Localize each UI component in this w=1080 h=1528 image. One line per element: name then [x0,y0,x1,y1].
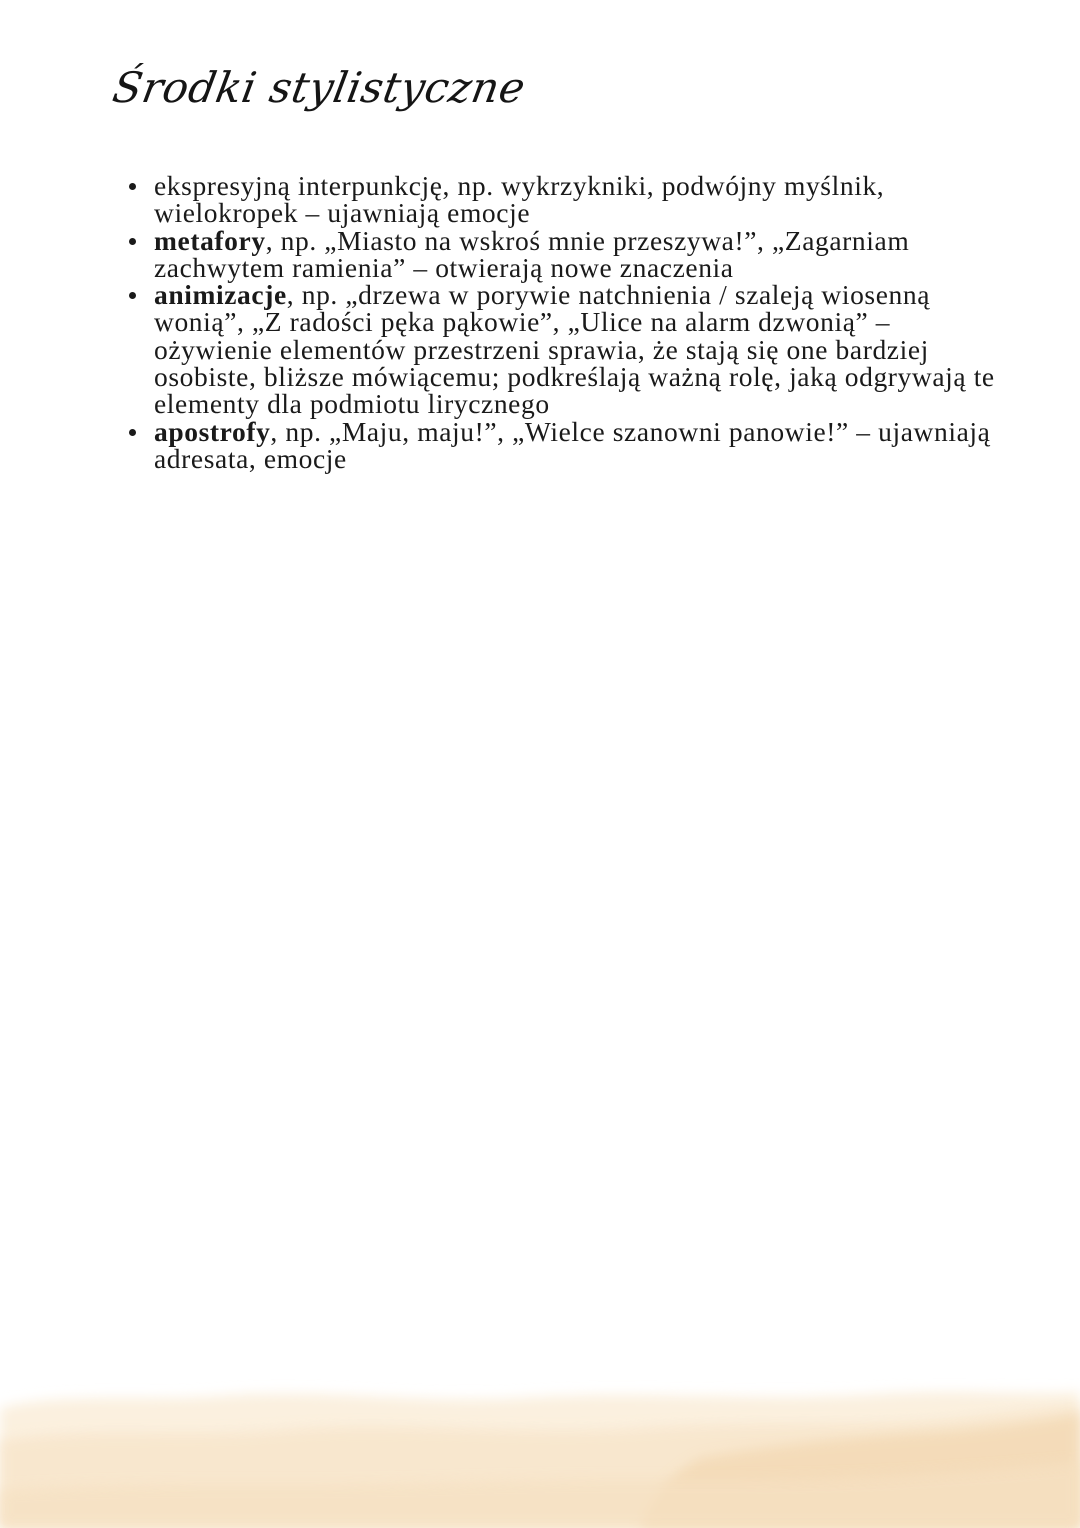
bullet-icon [129,238,136,245]
list-item [120,279,1000,420]
list-item [120,224,1000,283]
wash-layer-bottom [0,1462,1080,1528]
list-item [120,172,1000,227]
term: apostrofy [154,415,271,447]
wash-layer-dark [640,1414,1080,1528]
stylistic-devices-list [120,172,1000,472]
description: , np. „Maju, maju!”, „Wielce szanowni panowie!” – ujawniają adresata, emocje [154,415,991,474]
wash-layer-light [0,1392,1080,1528]
term: animizacje [154,279,287,311]
bullet-icon [129,429,136,436]
wash-layer-mid [0,1406,1080,1528]
list-item [120,415,1000,474]
page-title: Środki stylistyczne [109,63,530,112]
watercolor-wash-decoration [0,1378,1080,1528]
bullet-icon [129,183,136,190]
description: , np. „drzewa w porywie natchnienia / szaleją wiosenną wonią”, „Z radości pęka pąkowie”, „Ulice na alarm dzwonią” – ożywienie elementów przestrzeni sprawia, że stają się one bardziej osobiste, bliższe mówiącemu; podkreślają ważną rolę, jaką odgrywają te elementy dla podmiotu lirycznego [154,279,995,420]
description: ekspresyjną interpunkcję, np. wykrzykniki, podwójny myślnik, wielokropek – ujawniają emocje [154,170,885,229]
term: metafory [154,224,266,256]
description: , np. „Miasto na wskroś mnie przeszywa!”, „Zagarniam zachwytem ramienia” – otwierają nowe znaczenia [154,224,910,283]
bullet-icon [129,292,136,299]
